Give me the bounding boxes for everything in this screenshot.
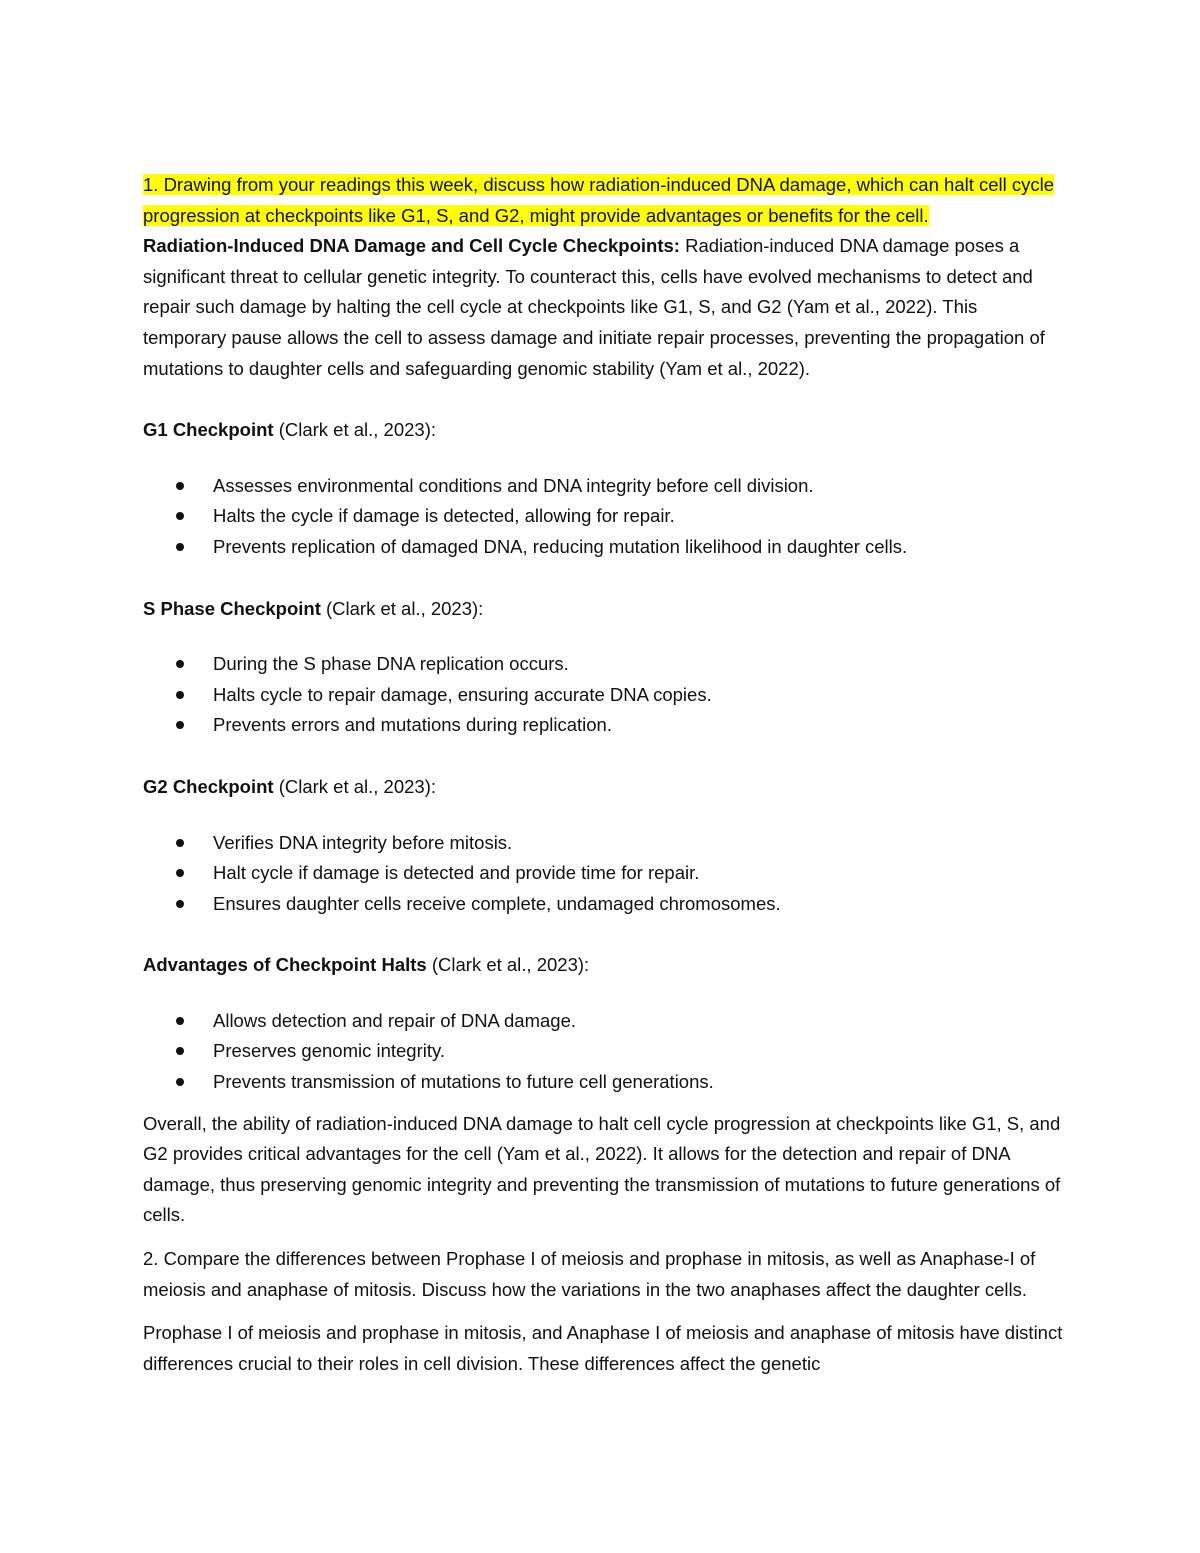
list-item	[143, 471, 1063, 502]
list-item	[143, 501, 1063, 532]
bullet-icon	[176, 691, 184, 699]
list-item	[143, 889, 1063, 920]
section-title: G1 Checkpoint	[143, 419, 274, 441]
bullet-icon	[176, 1047, 184, 1055]
list-item-text: Prevents errors and mutations during replication.	[213, 714, 612, 736]
list-item	[143, 1036, 1063, 1067]
bullet-icon	[176, 1017, 184, 1025]
list-item-text: Prevents transmission of mutations to future cell generations.	[213, 1071, 714, 1093]
section-citation: (Clark et al., 2023):	[273, 419, 437, 441]
bullet-icon	[176, 869, 184, 877]
bullet-icon	[176, 482, 184, 490]
answer-2-paragraph: Prophase I of meiosis and prophase in mitosis, and Anaphase I of meiosis and anaphase of mitosis have distinct differences crucial to their roles in cell division. These differences affect the genetic	[143, 1322, 1063, 1374]
bullet-icon	[176, 512, 184, 520]
list-item	[143, 858, 1063, 889]
list-item-text: Halts cycle to repair damage, ensuring accurate DNA copies.	[213, 683, 712, 705]
bullet-list-g1	[143, 471, 1063, 563]
section-heading-advantages	[143, 950, 1063, 981]
bullet-icon	[176, 660, 184, 668]
list-item	[143, 1006, 1063, 1037]
intro-body: Radiation-induced DNA damage poses a significant threat to cellular genetic integrity. To counteract this, cells have evolved mechanisms to detect and repair such damage by halting the cell cycle at checkpoints like G1, S, and G2 (Yam et al., 2022). This temporary pause allows the cell to assess damage and initiate repair processes, preventing the propagation of mutations to daughter cells and safeguarding genomic stability (Yam et al., 2022).	[143, 235, 1045, 379]
bullet-icon	[176, 1078, 184, 1086]
list-item	[143, 532, 1063, 563]
list-item-text: Prevents replication of damaged DNA, reducing mutation likelihood in daughter cells.	[213, 535, 908, 557]
bullet-icon	[176, 543, 184, 551]
list-item	[143, 828, 1063, 859]
list-item-text: Verifies DNA integrity before mitosis.	[213, 831, 513, 853]
list-item	[143, 1067, 1063, 1098]
list-item	[143, 680, 1063, 711]
bullet-list-s-phase	[143, 649, 1063, 741]
section-heading-g1	[143, 415, 1063, 446]
section-title: Advantages of Checkpoint Halts	[143, 954, 427, 976]
question-1-highlight: 1. Drawing from your readings this week, discuss how radiation-induced DNA damage, which can halt cell cycle progression at checkpoints like G1, S, and G2, might provide advantages or benefits for the cell.	[143, 174, 1055, 226]
list-item-text: During the S phase DNA replication occurs.	[213, 653, 569, 675]
list-item	[143, 649, 1063, 680]
bullet-icon	[176, 900, 184, 908]
document-body	[143, 170, 1063, 1379]
section-citation: (Clark et al., 2023):	[320, 597, 484, 619]
bullet-icon	[176, 721, 184, 729]
bullet-list-advantages	[143, 1006, 1063, 1098]
list-item-text: Assesses environmental conditions and DNA integrity before cell division.	[213, 474, 814, 496]
bullet-list-g2	[143, 828, 1063, 920]
question-1	[143, 170, 1063, 231]
list-item-text: Halts the cycle if damage is detected, allowing for repair.	[213, 505, 675, 527]
bullet-icon	[176, 839, 184, 847]
list-item-text: Allows detection and repair of DNA damage.	[213, 1009, 577, 1031]
intro-heading: Radiation-Induced DNA Damage and Cell Cycle Checkpoints:	[143, 235, 680, 257]
conclusion-paragraph: Overall, the ability of radiation-induced DNA damage to halt cell cycle progression at checkpoints like G1, S, and G2 provides critical advantages for the cell (Yam et al., 2022). It allows for the detection and repair of DNA damage, thus preserving genomic integrity and preventing the transmission of mutations to future generations of cells.	[143, 1112, 1061, 1226]
section-title: G2 Checkpoint	[143, 775, 274, 797]
intro-paragraph	[143, 231, 1063, 384]
list-item-text: Ensures daughter cells receive complete, undamaged chromosomes.	[213, 892, 781, 914]
section-title: S Phase Checkpoint	[143, 597, 321, 619]
section-heading-g2	[143, 772, 1063, 803]
section-heading-s-phase	[143, 594, 1063, 625]
list-item-text: Halt cycle if damage is detected and provide time for repair.	[213, 862, 700, 884]
list-item-text: Preserves genomic integrity.	[213, 1040, 446, 1062]
section-citation: (Clark et al., 2023):	[273, 775, 437, 797]
list-item	[143, 710, 1063, 741]
question-2: 2. Compare the differences between Prophase I of meiosis and prophase in mitosis, as well as Anaphase-I of meiosis and anaphase of mitosis. Discuss how the variations in the two anaphases affect the daughter cells.	[143, 1248, 1036, 1300]
section-citation: (Clark et al., 2023):	[426, 954, 590, 976]
